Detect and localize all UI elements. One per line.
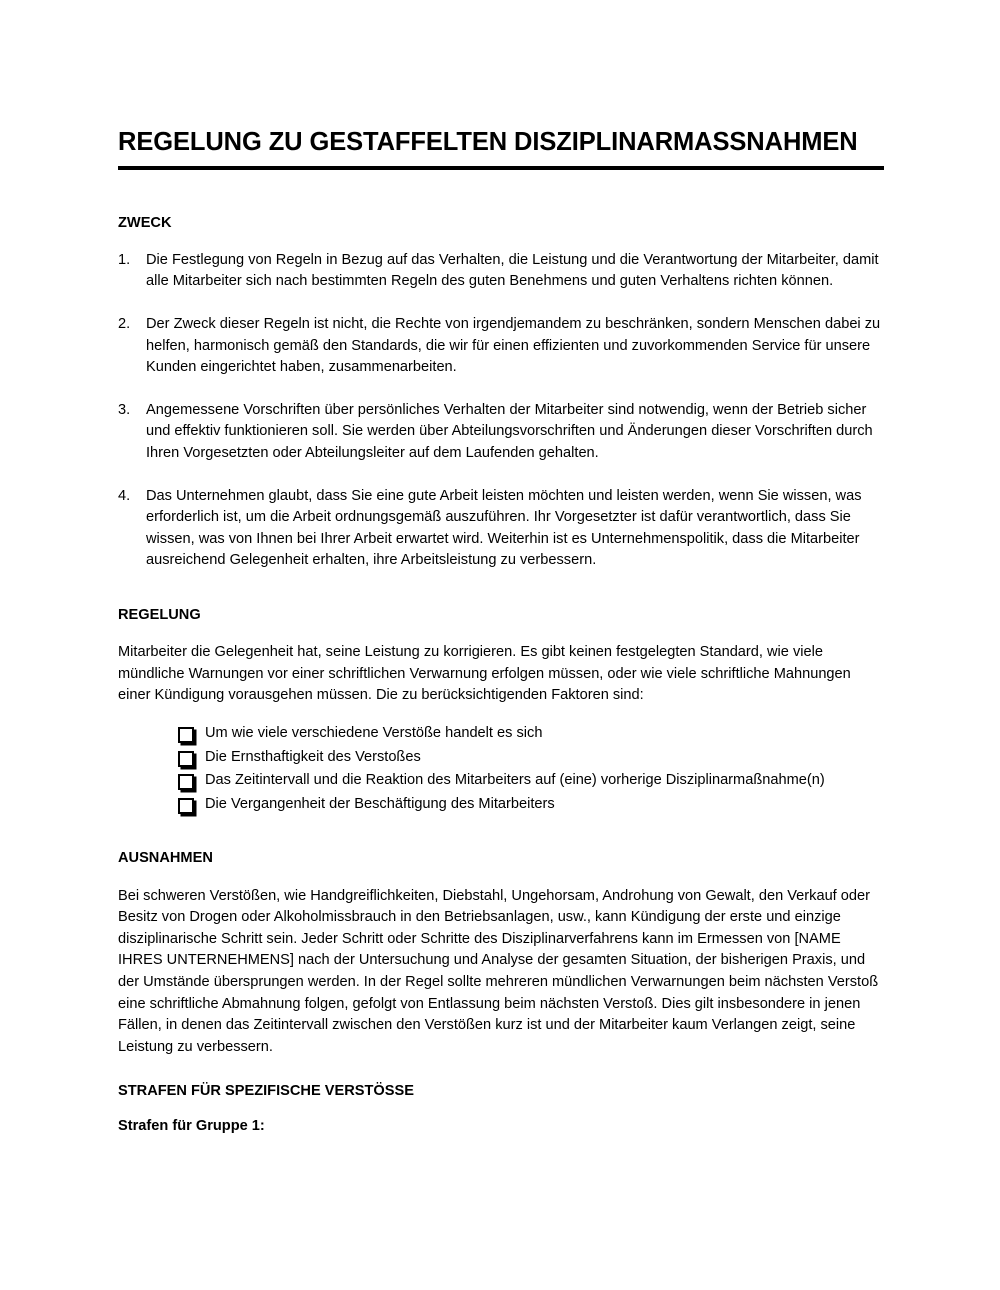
list-marker: 2. bbox=[118, 315, 131, 332]
list-item bbox=[178, 794, 884, 816]
list-item-text: Das Zeitintervall und die Reaktion des Mitarbeiters auf (eine) vorherige Disziplinarmaßnahme(n) bbox=[205, 772, 825, 789]
list-item bbox=[178, 723, 884, 745]
checkbox-icon bbox=[178, 751, 194, 767]
list-item-text: Um wie viele verschiedene Verstöße handelt es sich bbox=[205, 724, 543, 741]
section-heading-ausnahmen: AUSNAHMEN bbox=[118, 850, 213, 867]
subheading-strafen-gruppe-1: Strafen für Gruppe 1: bbox=[118, 1117, 265, 1134]
list-item bbox=[118, 400, 884, 465]
list-item bbox=[118, 486, 884, 572]
checkbox-icon bbox=[178, 727, 194, 743]
list-item bbox=[118, 314, 884, 379]
list-item-text: Angemessene Vorschriften über persönliches Verhalten der Mitarbeiter sind notwendig, wenn der Betrieb sicher und effektiv funktionieren soll. Sie werden über Abteilungsvorschriften und Änderungen dieser Vorschriften durch Ihren Vorgesetzten oder Abteilungsleiter auf dem Laufenden gehalten. bbox=[146, 401, 873, 461]
section-heading-regelung: REGELUNG bbox=[118, 606, 201, 623]
list-item bbox=[178, 747, 884, 769]
list-marker: 4. bbox=[118, 487, 131, 504]
section-heading-strafen: STRAFEN FÜR SPEZIFISCHE VERSTÖSSE bbox=[118, 1083, 414, 1100]
list-item-text: Der Zweck dieser Regeln ist nicht, die Rechte von irgendjemandem zu beschränken, sondern Menschen dabei zu helfen, harmonisch gemäß den Standards, die wir für einen effizienten und zuvorkommenden Service für unsere Kunden eingerichtet haben, zusammenarbeiten. bbox=[146, 315, 881, 376]
list-marker: 3. bbox=[118, 401, 131, 418]
document-content bbox=[118, 128, 884, 1135]
list-item-text: Die Festlegung von Regeln in Bezug auf das Verhalten, die Leistung und die Verantwortung der Mitarbeiter, damit alle Mitarbeiter sich nach bestimmten Regeln des guten Benehmens und guten Verhaltens richten können. bbox=[146, 251, 879, 290]
list-item-text: Die Vergangenheit der Beschäftigung des Mitarbeiters bbox=[205, 795, 555, 812]
checkbox-icon bbox=[178, 774, 194, 790]
list-marker: 1. bbox=[118, 251, 131, 268]
list-item-text: Die Ernsthaftigkeit des Verstoßes bbox=[205, 748, 421, 765]
regelung-checklist bbox=[118, 723, 884, 815]
page-title: REGELUNG ZU GESTAFFELTEN DISZIPLINARMASSNAHMEN bbox=[118, 128, 858, 156]
section-heading-zweck: ZWECK bbox=[118, 214, 172, 231]
list-item bbox=[118, 250, 884, 293]
checkbox-icon bbox=[178, 798, 194, 814]
ausnahmen-paragraph: Bei schweren Verstößen, wie Handgreiflichkeiten, Diebstahl, Ungehorsam, Androhung von Gewalt, den Verkauf oder Besitz von Drogen oder Alkoholmissbrauch in den Betriebsanlagen, usw., kann Kündigung der erste und einzige disziplinarische Schritt sein. Jeder Schritt oder Schritte des Disziplinarverfahrens kann im Ermessen von [NAME IHRES UNTERNEHMENS] nach der Untersuchung und Analyse der gesamten Situation, der bisherigen Praxis, und der Umstände übersprungen werden. In der Regel sollte mehreren mündlichen Verwarnungen beim nächsten Verstoß eine schriftliche Abmahnung folgen, gefolgt von Entlassung beim nächsten Verstoß. Dies gilt insbesondere in jenen Fällen, in denen das Zeitintervall zwischen den Verstößen kurz ist und der Mitarbeiter kaum Verlangen zeigt, seine Leistung zu verbessern. bbox=[118, 887, 879, 1055]
regelung-paragraph: Mitarbeiter die Gelegenheit hat, seine Leistung zu korrigieren. Es gibt keinen festgelegten Standard, wie viele mündliche Warnungen vor einer schriftlichen Verwarnung erfolgen müssen, oder wie viele schriftliche Mahnungen einer Kündigung vorausgehen müssen. Die zu berücksichtigenden Faktoren sind: bbox=[118, 644, 851, 704]
list-item-text: Das Unternehmen glaubt, dass Sie eine gute Arbeit leisten möchten und leisten werden, wenn Sie wissen, was erforderlich ist, um die Arbeit ordnungsgemäß auszuführen. Ihr Vorgesetzter ist dafür verantwortlich, dass Sie wissen, was von Ihnen bei Ihrer Arbeit erwartet wird. Weiterhin ist es Unternehmenspolitik, dass die Mitarbeiter ausreichend Gelegenheit erhalten, ihre Arbeitsleistung zu verbessern. bbox=[146, 487, 862, 569]
zweck-numbered-list bbox=[118, 250, 884, 572]
list-item bbox=[178, 770, 884, 792]
